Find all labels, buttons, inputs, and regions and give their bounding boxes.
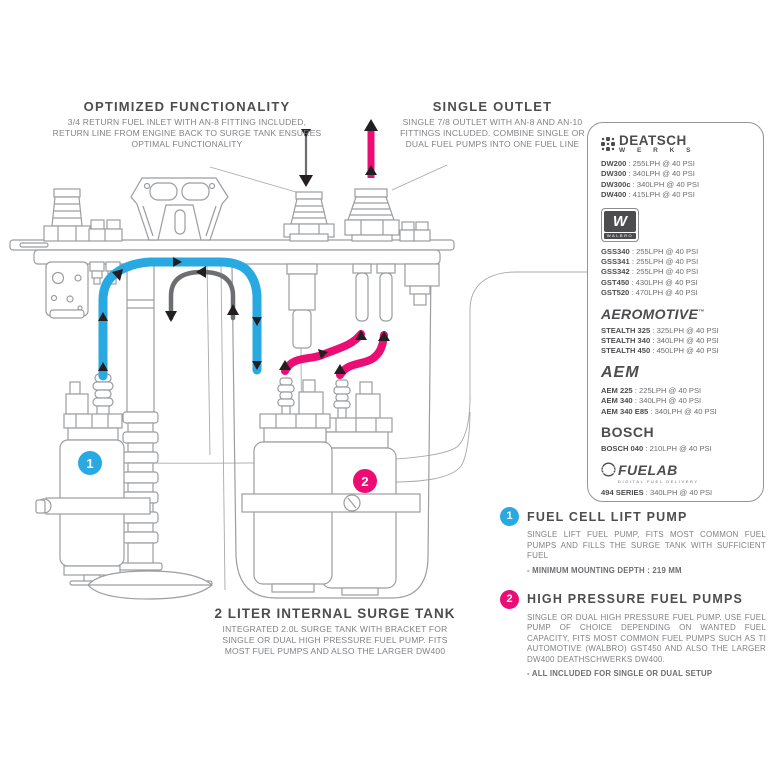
pump-spec-row: 494 SERIES : 340LPH @ 40 PSI — [601, 487, 713, 497]
badge-1-number: 1 — [86, 456, 94, 471]
carry-handle — [131, 178, 228, 240]
brand-aeromotive — [601, 306, 750, 357]
pump-compatibility-panel — [587, 122, 764, 502]
fuelab-globe-icon — [601, 462, 616, 477]
callout-lift-pump — [500, 507, 766, 575]
brand-walbro — [601, 208, 750, 299]
fuelab-logo: FUELAB — [601, 462, 750, 478]
pump-spec-row: STEALTH 450 : 450LPH @ 40 PSI — [601, 346, 719, 356]
pump-spec-row: GSS341 : 255LPH @ 40 PSI — [601, 257, 699, 267]
flange-bolts-left — [89, 220, 122, 241]
callout-1-note: - MINIMUM MOUNTING DEPTH : 219 MM — [527, 565, 682, 575]
return-inlet-fitting — [284, 192, 334, 348]
aeromotive-logo: AEROMOTIVE™ — [601, 305, 705, 322]
walbro-wordmark: WALBRO — [604, 233, 636, 239]
aem-logo: AEM — [601, 363, 640, 381]
brand-bosch — [601, 424, 750, 454]
pump-spec-row: AEM 340 E85 : 340LPH @ 40 PSI — [601, 406, 717, 416]
brand-aem — [601, 364, 750, 417]
brand-fuelab — [601, 462, 750, 498]
deatschwerks-logo — [601, 134, 750, 155]
optimized-functionality-title: OPTIMIZED FUNCTIONALITY — [83, 99, 291, 114]
pump-spec-row: DW400 : 415LPH @ 40 PSI — [601, 190, 695, 200]
badge-1 — [78, 451, 102, 475]
callout-2-body: SINGLE OR DUAL HIGH PRESSURE FUEL PUMP. USE FUEL PUMP OF CHOICE DEPENDING ON WANTED FUEL CAPACITY, FITS MOST COMMON FUEL PUMPS SUCH AS TI AUTOMOTIVE (WALBRO) GST450 AND ALSO THE LARGER DW400 DEATHSCHWERKS DW400. — [527, 612, 766, 664]
pump-spec-row: BOSCH 040 : 210LPH @ 40 PSI — [601, 444, 712, 454]
pump-spec-row: DW300c : 340LPH @ 40 PSI — [601, 179, 700, 189]
callout-single-outlet — [390, 99, 595, 150]
outlet-flow-arrow — [364, 119, 378, 178]
callout-optimized-functionality — [52, 99, 322, 150]
underflange-bracket — [46, 262, 120, 318]
deatschwerks-logo-line2: W E R K S — [619, 147, 696, 154]
fuelab-tagline: DIGITAL FUEL DELIVERY — [618, 478, 699, 484]
callout-2-badge: 2 — [500, 590, 519, 609]
surge-tank-title: 2 LITER INTERNAL SURGE TANK — [214, 606, 456, 621]
pump-spec-row: AEM 225 : 225LPH @ 40 PSI — [601, 385, 702, 395]
bosch-logo: BOSCH — [601, 424, 655, 441]
callout-hp-pumps — [500, 590, 766, 679]
badge-2-number: 2 — [361, 474, 369, 489]
pump-spec-row: GST520 : 470LPH @ 40 PSI — [601, 288, 698, 298]
pump-spec-row: GST450 : 430LPH @ 40 PSI — [601, 277, 698, 287]
single-outlet-body: SINGLE 7/8 OUTLET WITH AN-8 AND AN-10 FITTINGS INCLUDED. COMBINE SINGLE OR DUAL FUEL PUMPS INTO ONE FUEL LINE — [400, 117, 585, 149]
optimized-functionality-body: 3/4 RETURN FUEL INLET WITH AN-8 FITTING INCLUDED, RETURN LINE FROM ENGINE BACK TO SURGE TANK ENSURES OPTIMAL FUNCTIONALITY — [52, 117, 322, 149]
pump-spec-row: GSS342 : 255LPH @ 40 PSI — [601, 267, 699, 277]
deatschwerks-dots-icon — [601, 137, 615, 151]
pump-spec-row: DW200 : 255LPH @ 40 PSI — [601, 159, 695, 168]
flange-bolts-right — [400, 222, 430, 241]
an8-fuel-feed-fitting — [44, 189, 90, 241]
callout-1-body: SINGLE LIFT FUEL PUMP, FITS MOST COMMON FUEL PUMPS AND FILLS THE SURGE TANK WITH SUFFICIENT FUEL — [527, 530, 766, 560]
walbro-logo — [601, 208, 639, 242]
callout-2-title: HIGH PRESSURE FUEL PUMPS — [527, 592, 744, 606]
numbered-callouts — [500, 507, 766, 693]
standpipe — [119, 262, 162, 570]
pump-spec-row: AEM 340 : 340LPH @ 40 PSI — [601, 396, 702, 406]
single-outlet-title: SINGLE OUTLET — [432, 99, 553, 114]
deatschwerks-logo-line1: DEATSCH — [619, 133, 687, 148]
pump-spec-row: STEALTH 340 : 340LPH @ 40 PSI — [601, 336, 719, 346]
brand-deatschwerks — [601, 134, 750, 201]
callout-1-title: FUEL CELL LIFT PUMP — [527, 509, 688, 524]
pump-spec-row: STEALTH 325 : 325LPH @ 40 PSI — [601, 325, 719, 335]
surge-tank-body: INTEGRATED 2.0L SURGE TANK WITH BRACKET FOR SINGLE OR DUAL HIGH PRESSURE FUEL PUMP. FITS MOST FUEL PUMPS AND ALSO THE LARGER DW400 — [222, 624, 448, 656]
badge-2 — [353, 469, 377, 493]
callout-2-note: - ALL INCLUDED FOR SINGLE OR DUAL SETUP — [527, 669, 713, 678]
surge-tank-caption — [210, 606, 460, 657]
return-hose-gray — [165, 266, 239, 322]
callout-1-badge: 1 — [500, 507, 519, 526]
pump-spec-row: GSS340 : 255LPH @ 40 PSI — [601, 246, 699, 256]
walbro-w-mark: W — [604, 211, 636, 232]
pump-spec-row: DW300 : 340LPH @ 40 PSI — [601, 169, 695, 179]
